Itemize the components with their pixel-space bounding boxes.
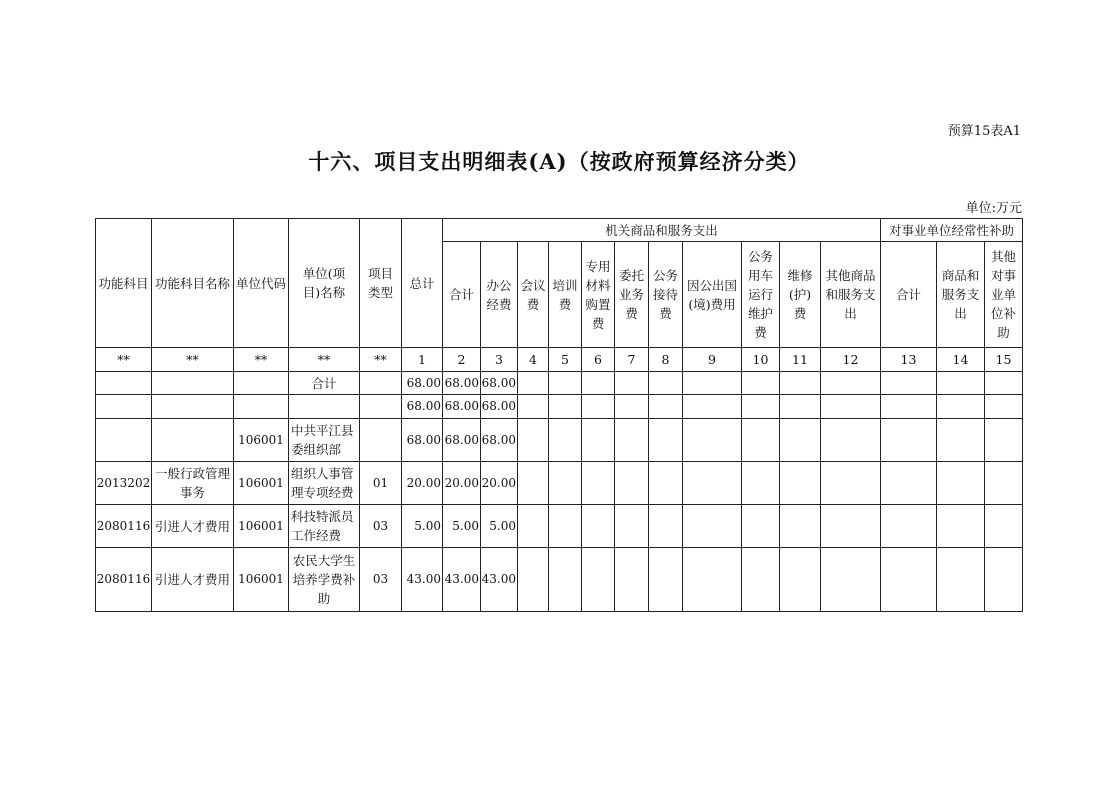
c3-cell: 68.00 — [481, 419, 518, 462]
empty-cell — [881, 548, 937, 612]
header-c2: 合计 — [443, 242, 481, 348]
empty-cell — [742, 505, 780, 548]
empty-cell — [649, 372, 683, 395]
empty-cell — [649, 395, 683, 419]
header-c11: 维修(护)费 — [780, 242, 821, 348]
header-unit-name: 单位(项目)名称 — [289, 219, 360, 348]
index-cell: 12 — [821, 348, 881, 372]
empty-cell — [937, 462, 985, 505]
empty-cell — [683, 505, 742, 548]
table-row — [96, 548, 1023, 612]
func-name-cell — [152, 372, 234, 395]
c2-cell: 68.00 — [443, 395, 481, 419]
unit-code-cell: 106001 — [234, 462, 289, 505]
header-item-type: 项目类型 — [360, 219, 402, 348]
func-code-cell — [96, 395, 152, 419]
unit-name-cell — [289, 395, 360, 419]
empty-cell — [518, 395, 549, 419]
empty-cell — [937, 505, 985, 548]
header-c7: 委托业务费 — [615, 242, 649, 348]
unit-code-cell: 106001 — [234, 419, 289, 462]
header-unit-code: 单位代码 — [234, 219, 289, 348]
func-code-cell: 2080116 — [96, 505, 152, 548]
table-row — [96, 462, 1023, 505]
empty-cell — [549, 419, 582, 462]
empty-cell — [549, 548, 582, 612]
empty-cell — [683, 462, 742, 505]
empty-cell — [821, 419, 881, 462]
index-cell: 7 — [615, 348, 649, 372]
empty-cell — [881, 505, 937, 548]
header-func-name: 功能科目名称 — [152, 219, 234, 348]
index-cell: 10 — [742, 348, 780, 372]
header-c13: 合计 — [881, 242, 937, 348]
empty-cell — [683, 372, 742, 395]
empty-cell — [518, 462, 549, 505]
func-code-cell — [96, 419, 152, 462]
total-cell: 68.00 — [402, 395, 443, 419]
index-cell: ** — [152, 348, 234, 372]
header-group-subsidy: 对事业单位经常性补助 — [881, 219, 1023, 242]
empty-cell — [582, 548, 615, 612]
func-name-cell: 引进人才费用 — [152, 548, 234, 612]
unit-name-cell: 合计 — [289, 372, 360, 395]
empty-cell — [518, 505, 549, 548]
empty-cell — [937, 372, 985, 395]
total-cell: 43.00 — [402, 548, 443, 612]
empty-cell — [649, 505, 683, 548]
page-title: 十六、项目支出明细表(A)（按政府预算经济分类） — [308, 149, 810, 174]
empty-cell — [780, 505, 821, 548]
item-type-cell: 03 — [360, 548, 402, 612]
empty-cell — [649, 548, 683, 612]
empty-cell — [821, 372, 881, 395]
empty-cell — [937, 548, 985, 612]
empty-cell — [518, 372, 549, 395]
header-c6: 专用材料购置费 — [582, 242, 615, 348]
item-type-cell — [360, 419, 402, 462]
header-c10: 公务用车运行维护费 — [742, 242, 780, 348]
index-cell: 3 — [481, 348, 518, 372]
total-cell: 20.00 — [402, 462, 443, 505]
empty-cell — [549, 395, 582, 419]
func-code-cell: 2013202 — [96, 462, 152, 505]
c3-cell: 5.00 — [481, 505, 518, 548]
empty-cell — [780, 419, 821, 462]
unit-name-cell: 中共平江县委组织部 — [289, 419, 360, 462]
unit-name-cell: 组织人事管理专项经费 — [289, 462, 360, 505]
empty-cell — [821, 505, 881, 548]
empty-cell — [582, 372, 615, 395]
empty-cell — [582, 419, 615, 462]
unit-label: 单位:万元 — [965, 201, 1022, 216]
empty-cell — [881, 419, 937, 462]
empty-cell — [780, 395, 821, 419]
table-row — [96, 419, 1023, 462]
header-c3: 办公经费 — [481, 242, 518, 348]
empty-cell — [615, 462, 649, 505]
empty-cell — [518, 419, 549, 462]
table-row — [96, 505, 1023, 548]
index-cell: ** — [289, 348, 360, 372]
func-name-cell — [152, 395, 234, 419]
empty-cell — [742, 462, 780, 505]
empty-cell — [615, 372, 649, 395]
item-type-cell — [360, 395, 402, 419]
header-c4: 会议费 — [518, 242, 549, 348]
func-name-cell — [152, 419, 234, 462]
empty-cell — [683, 548, 742, 612]
empty-cell — [937, 395, 985, 419]
c3-cell: 43.00 — [481, 548, 518, 612]
index-cell: ** — [96, 348, 152, 372]
func-code-cell: 2080116 — [96, 548, 152, 612]
empty-cell — [615, 395, 649, 419]
empty-cell — [742, 395, 780, 419]
index-cell: ** — [234, 348, 289, 372]
empty-cell — [881, 462, 937, 505]
empty-cell — [683, 419, 742, 462]
index-row — [96, 348, 1023, 372]
empty-cell — [821, 462, 881, 505]
empty-cell — [615, 419, 649, 462]
empty-cell — [742, 372, 780, 395]
index-cell: 13 — [881, 348, 937, 372]
index-cell: 11 — [780, 348, 821, 372]
budget-table — [95, 218, 1023, 612]
index-cell: 14 — [937, 348, 985, 372]
form-number: 预算15表A1 — [947, 124, 1021, 139]
empty-cell — [549, 372, 582, 395]
c2-cell: 43.00 — [443, 548, 481, 612]
item-type-cell: 03 — [360, 505, 402, 548]
c3-cell: 20.00 — [481, 462, 518, 505]
index-cell: 8 — [649, 348, 683, 372]
empty-cell — [780, 462, 821, 505]
empty-cell — [742, 548, 780, 612]
header-c12: 其他商品和服务支出 — [821, 242, 881, 348]
table-row — [96, 395, 1023, 419]
empty-cell — [985, 548, 1023, 612]
empty-cell — [582, 395, 615, 419]
empty-cell — [821, 548, 881, 612]
empty-cell — [582, 505, 615, 548]
empty-cell — [937, 419, 985, 462]
func-name-cell: 引进人才费用 — [152, 505, 234, 548]
empty-cell — [649, 462, 683, 505]
empty-cell — [518, 548, 549, 612]
empty-cell — [985, 395, 1023, 419]
index-cell: 4 — [518, 348, 549, 372]
empty-cell — [881, 372, 937, 395]
index-cell: 6 — [582, 348, 615, 372]
c2-cell: 20.00 — [443, 462, 481, 505]
empty-cell — [780, 372, 821, 395]
c2-cell: 68.00 — [443, 419, 481, 462]
header-c8: 公务接待费 — [649, 242, 683, 348]
header-c14: 商品和服务支出 — [937, 242, 985, 348]
index-cell: 5 — [549, 348, 582, 372]
total-cell: 68.00 — [402, 372, 443, 395]
empty-cell — [821, 395, 881, 419]
empty-cell — [615, 505, 649, 548]
table-row — [96, 372, 1023, 395]
total-cell: 68.00 — [402, 419, 443, 462]
header-func-code: 功能科目 — [96, 219, 152, 348]
empty-cell — [549, 462, 582, 505]
unit-code-cell: 106001 — [234, 505, 289, 548]
empty-cell — [985, 462, 1023, 505]
empty-cell — [985, 419, 1023, 462]
index-cell: 2 — [443, 348, 481, 372]
header-total: 总计 — [402, 219, 443, 348]
func-code-cell — [96, 372, 152, 395]
total-cell: 5.00 — [402, 505, 443, 548]
c3-cell: 68.00 — [481, 395, 518, 419]
empty-cell — [742, 419, 780, 462]
empty-cell — [683, 395, 742, 419]
index-cell: 15 — [985, 348, 1023, 372]
c2-cell: 5.00 — [443, 505, 481, 548]
item-type-cell — [360, 372, 402, 395]
unit-code-cell — [234, 395, 289, 419]
empty-cell — [615, 548, 649, 612]
header-c15: 其他对事业单位补助 — [985, 242, 1023, 348]
index-cell: 9 — [683, 348, 742, 372]
header-c5: 培训费 — [549, 242, 582, 348]
index-cell: 1 — [402, 348, 443, 372]
empty-cell — [780, 548, 821, 612]
c3-cell: 68.00 — [481, 372, 518, 395]
header-c9: 因公出国(境)费用 — [683, 242, 742, 348]
empty-cell — [985, 505, 1023, 548]
unit-code-cell — [234, 372, 289, 395]
empty-cell — [985, 372, 1023, 395]
index-cell: ** — [360, 348, 402, 372]
empty-cell — [549, 505, 582, 548]
empty-cell — [582, 462, 615, 505]
c2-cell: 68.00 — [443, 372, 481, 395]
func-name-cell: 一般行政管理事务 — [152, 462, 234, 505]
item-type-cell: 01 — [360, 462, 402, 505]
empty-cell — [881, 395, 937, 419]
unit-name-cell: 农民大学生培养学费补助 — [289, 548, 360, 612]
unit-name-cell: 科技特派员工作经费 — [289, 505, 360, 548]
header-group-office-goods: 机关商品和服务支出 — [443, 219, 881, 242]
empty-cell — [649, 419, 683, 462]
unit-code-cell: 106001 — [234, 548, 289, 612]
